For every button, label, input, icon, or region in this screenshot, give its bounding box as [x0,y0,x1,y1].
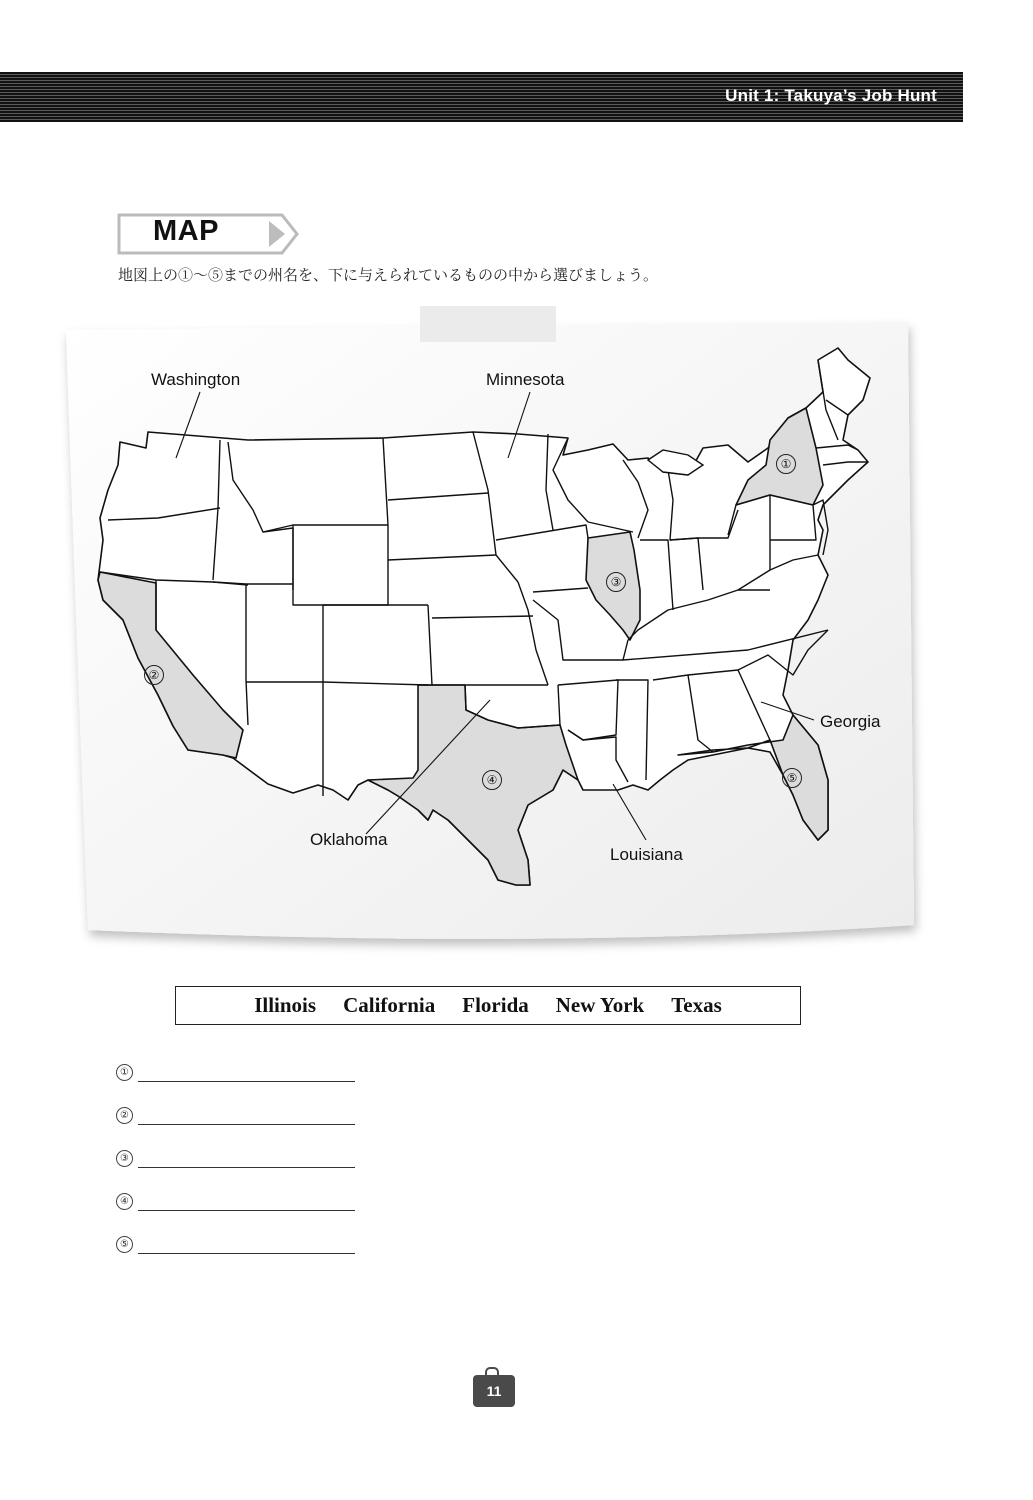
word-bank [175,986,801,1025]
louisiana-label: Louisiana [610,845,683,864]
unit-title: Unit 1: Takuya’s Job Hunt [725,86,937,105]
word-bank-item: Florida [462,993,529,1017]
state-marker-5: ⑤ [782,768,802,788]
oklahoma-label: Oklahoma [310,830,388,849]
georgia-label: Georgia [820,712,881,731]
state-marker-4: ④ [482,770,502,790]
word-bank-item: Texas [671,993,722,1017]
page-number: 11 [473,1375,515,1407]
answer-blank-2[interactable] [138,1124,355,1125]
answer-number: ③ [116,1150,133,1167]
instruction-text: 地図上の①〜⑤までの州名を、下に与えられているものの中から選びましょう。 [118,266,659,284]
answer-number: ① [116,1064,133,1081]
section-tag-label: MAP [153,215,219,247]
word-bank-item: Illinois [254,993,317,1017]
us-map [48,300,928,960]
answer-number: ② [116,1107,133,1124]
answer-blank-4[interactable] [138,1210,355,1211]
state-marker-2: ② [144,665,164,685]
state-marker-3: ③ [606,572,626,592]
section-tag [117,213,299,255]
word-bank-item: California [343,993,436,1017]
us-map-drawing [48,300,928,960]
minnesota-label: Minnesota [486,370,565,389]
answer-blank-1[interactable] [138,1081,355,1082]
answer-number: ⑤ [116,1236,133,1253]
answer-blank-3[interactable] [138,1167,355,1168]
word-bank-item: New York [555,993,645,1017]
state-marker-1: ① [776,454,796,474]
answer-number: ④ [116,1193,133,1210]
answer-blank-5[interactable] [138,1253,355,1254]
washington-label: Washington [151,370,241,389]
